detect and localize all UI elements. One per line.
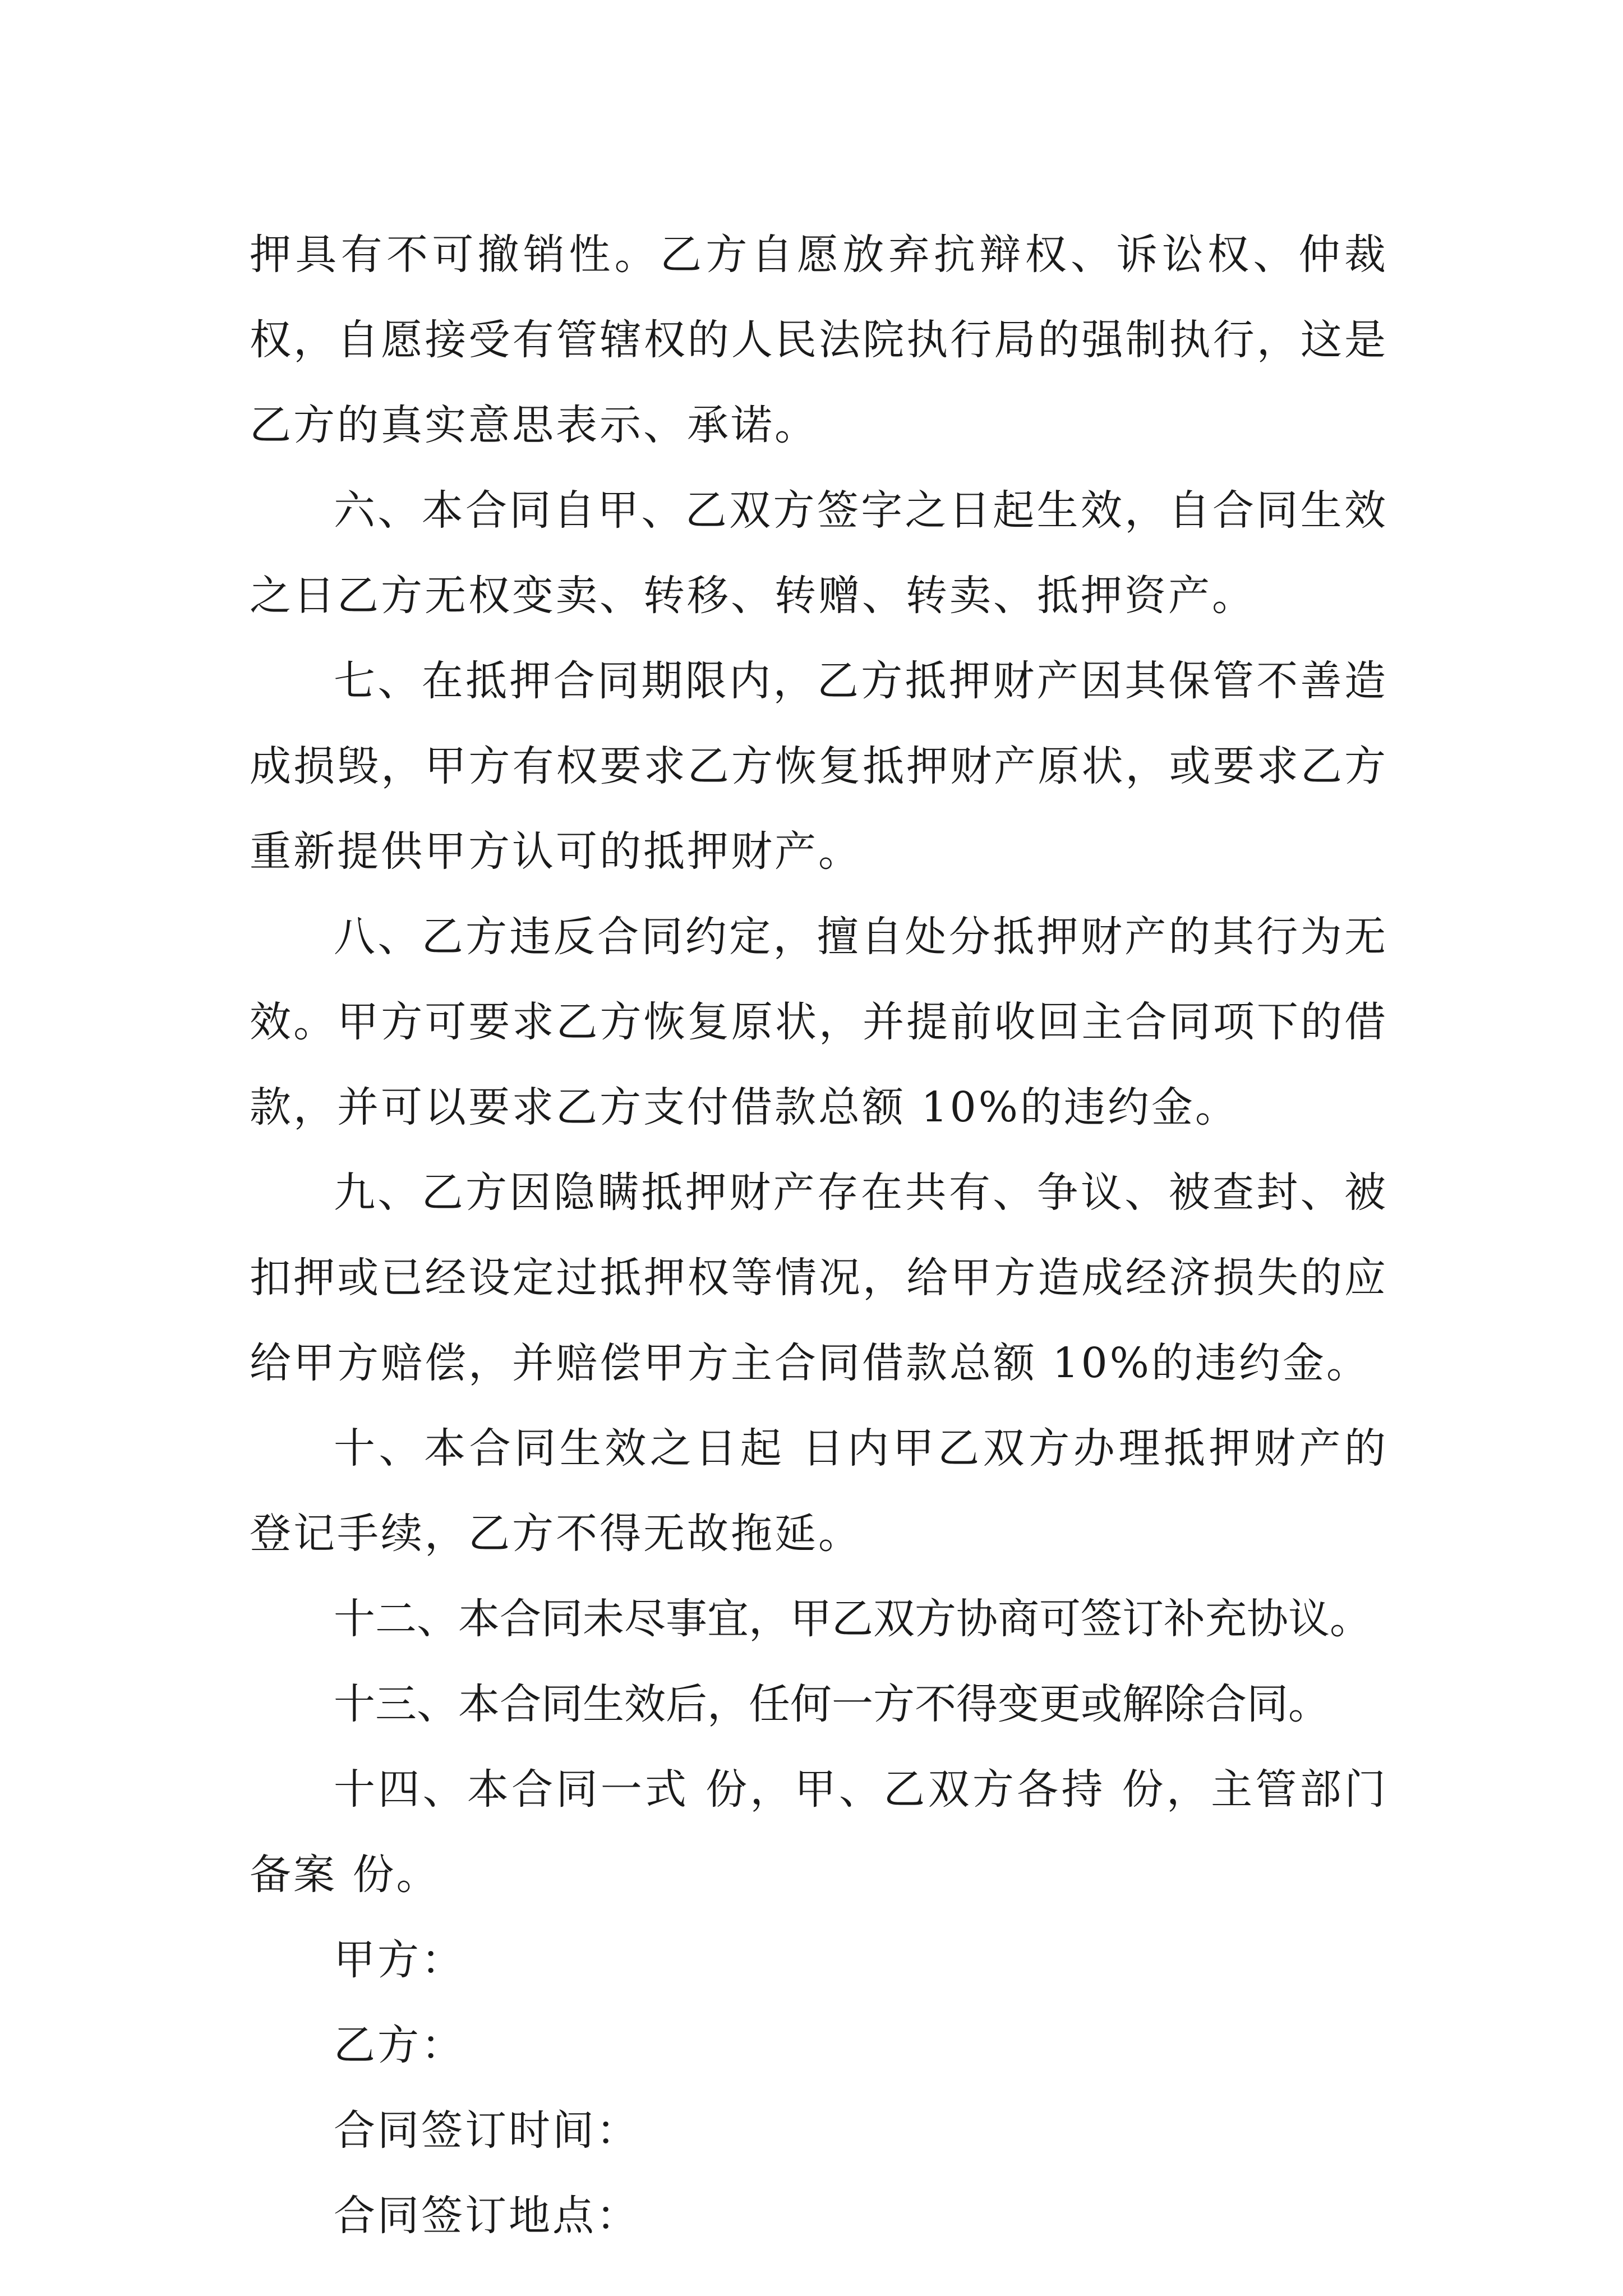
clause-ten: 十、本合同生效之日起 日内甲乙双方办理抵押财产的登记手续，乙方不得无故拖延。 xyxy=(250,1424,1388,1558)
clause-nine: 九、乙方因隐瞒抵押财产存在共有、争议、被查封、被扣押或已经设定过抵押权等情况，给甲方造成经济损失的应给甲方赔偿，并赔偿甲方主合同借款总额 10%的违约金。 xyxy=(250,1168,1388,1387)
sign-place-label: 合同签订地点： xyxy=(334,2192,640,2240)
clause-thirteen: 十三、本合同生效后，任何一方不得变更或解除合同。 xyxy=(334,1680,1330,1728)
document-body xyxy=(250,212,1388,2258)
party-a-signature-label: 甲方： xyxy=(334,1936,465,1984)
clause-fourteen: 十四、本合同一式 份，甲、乙双方各持 份，主管部门备案 份。 xyxy=(250,1765,1388,1899)
paragraph-continuation: 押具有不可撤销性。乙方自愿放弃抗辩权、诉讼权、仲裁权，自愿接受有管辖权的人民法院执行局的强制执行，这是乙方的真实意思表示、承诺。 xyxy=(250,231,1388,449)
sign-time-label: 合同签订时间： xyxy=(334,2106,640,2155)
clause-six: 六、本合同自甲、乙双方签字之日起生效，自合同生效之日乙方无权变卖、转移、转赠、转卖、抵押资产。 xyxy=(250,486,1388,620)
clause-twelve: 十二、本合同未尽事宜，甲乙双方协商可签订补充协议。 xyxy=(334,1595,1371,1643)
party-b-signature-label: 乙方： xyxy=(334,2021,465,2069)
clause-eight: 八、乙方违反合同约定，擅自处分抵押财产的其行为无效。甲方可要求乙方恢复原状，并提前收回主合同项下的借款，并可以要求乙方支付借款总额 10%的违约金。 xyxy=(250,913,1388,1131)
clause-seven: 七、在抵押合同期限内，乙方抵押财产因其保管不善造成损毁，甲方有权要求乙方恢复抵押财产原状，或要求乙方重新提供甲方认可的抵押财产。 xyxy=(250,657,1388,876)
